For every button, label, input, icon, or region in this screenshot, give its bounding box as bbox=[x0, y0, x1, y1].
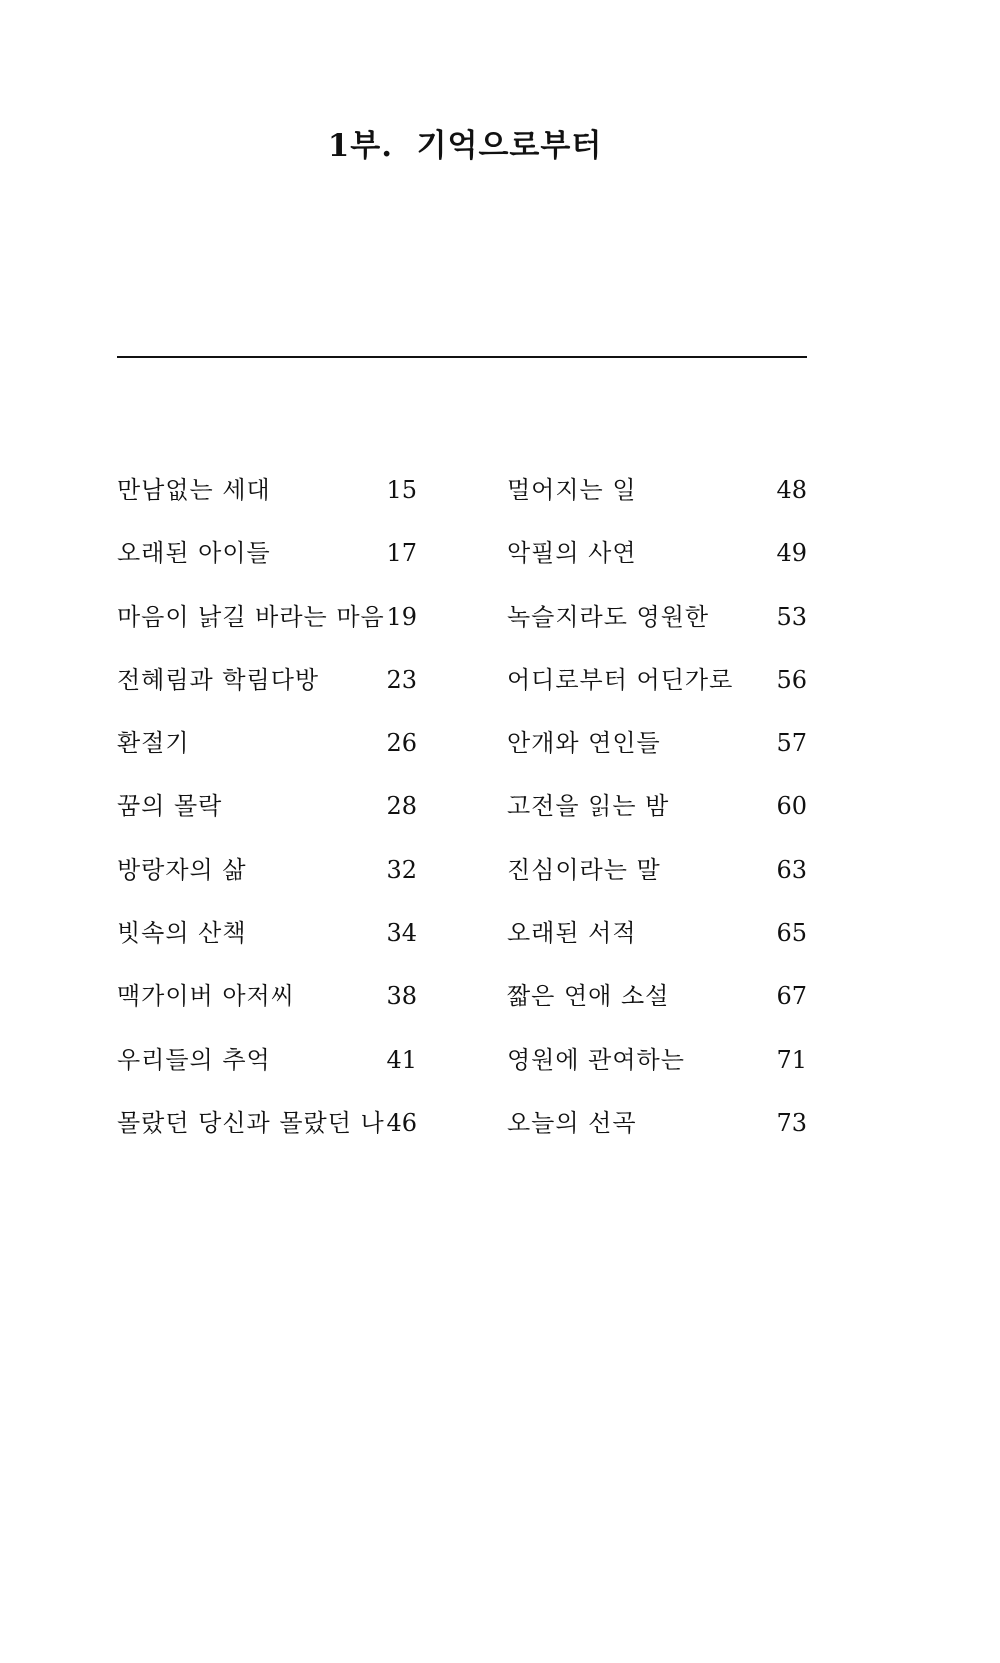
toc-entry[interactable] bbox=[117, 474, 417, 506]
entry-title: 짧은 연애 소설 bbox=[507, 982, 670, 1011]
entry-page-number: 60 bbox=[776, 792, 807, 821]
title-divider bbox=[117, 356, 807, 358]
toc-row bbox=[117, 537, 807, 600]
entry-title: 방랑자의 삶 bbox=[117, 855, 247, 884]
toc-entry[interactable] bbox=[117, 664, 417, 696]
entry-page-number: 15 bbox=[386, 476, 417, 504]
entry-page-number: 49 bbox=[776, 539, 807, 568]
entry-title: 고전을 읽는 밤 bbox=[507, 792, 670, 821]
toc-row bbox=[117, 1107, 807, 1170]
entry-title: 영원에 관여하는 bbox=[507, 1045, 685, 1074]
entry-title: 오래된 서적 bbox=[507, 919, 637, 948]
entry-page-number: 38 bbox=[386, 982, 417, 1011]
toc-entry[interactable] bbox=[117, 537, 417, 569]
toc-entry[interactable] bbox=[117, 790, 417, 822]
entry-title: 안개와 연인들 bbox=[507, 729, 661, 758]
toc-entry[interactable] bbox=[507, 664, 807, 696]
toc-entry[interactable] bbox=[507, 854, 807, 886]
entry-page-number: 32 bbox=[386, 855, 417, 884]
entry-title: 전혜림과 학림다방 bbox=[117, 665, 320, 694]
entry-page-number: 65 bbox=[776, 919, 807, 948]
section-title: 1부. 기억으로부터 bbox=[327, 128, 603, 164]
toc-row bbox=[117, 854, 807, 917]
entry-title: 녹슬지라도 영원한 bbox=[507, 602, 710, 631]
toc-entry[interactable] bbox=[117, 980, 417, 1012]
toc-entry[interactable] bbox=[507, 980, 807, 1012]
entry-page-number: 17 bbox=[386, 539, 417, 568]
toc-row bbox=[117, 1044, 807, 1107]
entry-page-number: 23 bbox=[386, 665, 417, 694]
toc-row bbox=[117, 601, 807, 664]
entry-page-number: 19 bbox=[386, 602, 417, 631]
entry-page-number: 26 bbox=[386, 729, 417, 758]
entry-page-number: 41 bbox=[386, 1045, 417, 1074]
toc-entry[interactable] bbox=[117, 727, 417, 759]
entry-title: 몰랐던 당신과 몰랐던 나 bbox=[117, 1108, 385, 1137]
toc-entry[interactable] bbox=[507, 790, 807, 822]
toc-entry[interactable] bbox=[507, 537, 807, 569]
toc-entry[interactable] bbox=[117, 917, 417, 949]
toc-row bbox=[117, 474, 807, 537]
entry-title: 오래된 아이들 bbox=[117, 539, 271, 568]
entry-page-number: 73 bbox=[776, 1108, 807, 1137]
toc-entry[interactable] bbox=[507, 474, 807, 506]
entry-title: 악필의 사연 bbox=[507, 539, 637, 568]
entry-title: 우리들의 추억 bbox=[117, 1045, 271, 1074]
toc-entry[interactable] bbox=[117, 601, 417, 633]
entry-page-number: 67 bbox=[776, 982, 807, 1011]
entry-page-number: 63 bbox=[776, 855, 807, 884]
entry-title: 마음이 낡길 바라는 마음 bbox=[117, 602, 385, 631]
entry-title: 만남없는 세대 bbox=[117, 476, 271, 504]
entry-page-number: 28 bbox=[386, 792, 417, 821]
entry-title: 어디로부터 어딘가로 bbox=[507, 665, 734, 694]
toc-entry[interactable] bbox=[507, 917, 807, 949]
entry-title: 진심이라는 말 bbox=[507, 855, 661, 884]
entry-title: 멀어지는 일 bbox=[507, 476, 637, 504]
toc-entry[interactable] bbox=[507, 1044, 807, 1076]
toc-row bbox=[117, 664, 807, 727]
entry-title: 빗속의 산책 bbox=[117, 919, 247, 948]
entry-page-number: 53 bbox=[776, 602, 807, 631]
entry-page-number: 56 bbox=[776, 665, 807, 694]
entry-page-number: 57 bbox=[776, 729, 807, 758]
entry-title: 환절기 bbox=[117, 729, 190, 758]
entry-title: 맥가이버 아저씨 bbox=[117, 982, 295, 1011]
entry-title: 오늘의 선곡 bbox=[507, 1108, 637, 1137]
table-of-contents bbox=[117, 474, 807, 1170]
toc-entry[interactable] bbox=[507, 601, 807, 633]
toc-entry[interactable] bbox=[117, 854, 417, 886]
toc-entry[interactable] bbox=[117, 1044, 417, 1076]
toc-row bbox=[117, 727, 807, 790]
entry-page-number: 34 bbox=[386, 919, 417, 948]
toc-row bbox=[117, 790, 807, 853]
entry-page-number: 48 bbox=[776, 476, 807, 504]
entry-page-number: 71 bbox=[776, 1045, 807, 1074]
toc-entry[interactable] bbox=[507, 1107, 807, 1139]
toc-entry[interactable] bbox=[117, 1107, 417, 1139]
entry-title: 꿈의 몰락 bbox=[117, 792, 223, 821]
entry-page-number: 46 bbox=[386, 1108, 417, 1137]
toc-entry[interactable] bbox=[507, 727, 807, 759]
toc-row bbox=[117, 980, 807, 1043]
toc-row bbox=[117, 917, 807, 980]
